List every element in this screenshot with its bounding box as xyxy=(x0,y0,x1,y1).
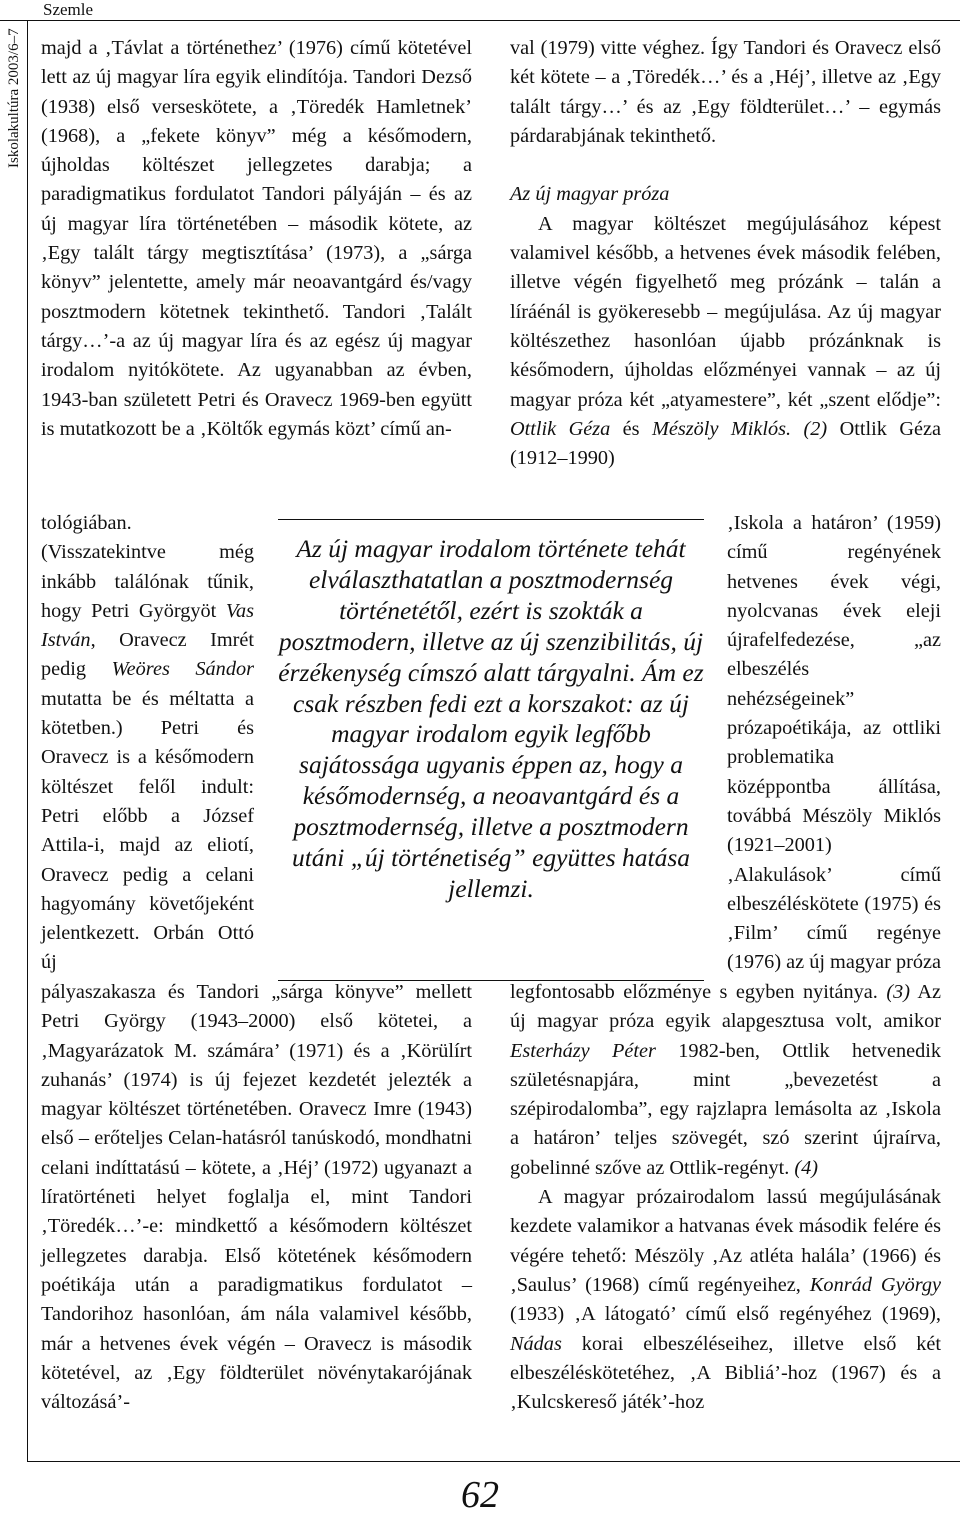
person-name: Nádas xyxy=(510,1332,562,1355)
right-column-top xyxy=(510,34,941,473)
person-name: Vas István xyxy=(41,599,254,652)
person-name: Weöres Sándor xyxy=(111,658,254,681)
text-run: Az új magyar próza egyik alapgesztusa volt, amikor xyxy=(510,981,941,1033)
left-paragraph-narrow xyxy=(41,509,254,978)
footnote-ref: (2) xyxy=(803,417,828,440)
pull-quote-rule-top xyxy=(278,519,704,520)
text-run: tológiában. (Visszatekintve még inkább találónak tűnik, hogy Petri Györgyöt xyxy=(41,512,254,622)
side-rule xyxy=(27,20,28,1462)
pull-quote: Az új magyar irodalom története tehát elválaszthatatlan a posztmodernség történetétől, ezért is szokták a posztmodern, illetve az új szenzibilitás, új érzékenység címszó alatt tárgyalni. Ám ez csak részben fedi ezt a korszakot: az új magyar irodalom egyik legfőbb sajátossága ugyanis éppen az, hogy a későmodernség, a neoavantgárd és a posztmodernség, illetve a posztmodern utáni „új történetiség” együttes hatása jellemzi. xyxy=(278,534,704,903)
text-run: Ottlik Géza (1912–1990) xyxy=(510,417,941,470)
section-label: Szemle xyxy=(43,0,94,19)
left-column-bottom xyxy=(41,978,472,1417)
text-run: korai elbeszéléseihez, illetve első két elbeszéléskötetéhez, ‚A Bibliá’-hoz (1967) és a ‚Kulcskereső játék’-hoz xyxy=(510,1332,941,1414)
text-run: , Oravecz Imrét pedig xyxy=(41,629,254,681)
person-name: Ottlik Géza xyxy=(510,417,611,440)
person-name: Mészöly Miklós. xyxy=(651,417,792,440)
pull-quote-rule-bottom xyxy=(278,980,704,981)
text-run: A magyar prózairodalom lassú megújulásának kezdete valamikor a hatvanas évek második felére és végére tehető: Mészöly ‚Az atléta halála’ (1966) és ‚Saulus’ (1968) című regényeihez, xyxy=(510,1186,941,1296)
footnote-ref: (4) xyxy=(794,1156,819,1179)
text-run: és xyxy=(610,417,652,440)
journal-label: Iskolakultúra 2003/6–7 xyxy=(6,28,22,168)
person-name: Konrád György xyxy=(809,1273,941,1296)
footnote-ref: (3) xyxy=(886,981,910,1003)
right-column-bottom xyxy=(510,978,941,1417)
text-run: legfontosabb előzménye s egyben nyitánya. xyxy=(510,981,887,1003)
right-paragraph-1 xyxy=(510,210,941,474)
left-paragraph-top: majd a ‚Távlat a történethez’ (1976) című kötetével lett az új magyar líra egyik elindítója. Tandori Dezső (1938) első verseskötete, a ‚Töredék Hamletnek’ (1968), a „fekete könyv” még a későmodern, újholdas költészet jellegzetes darabja; a paradigmatikus fordulatot Tandori pályáján – és az új magyar líra történetében – második kötete, az ‚Egy talált tárgy megtisztítása’ (1973), a „sárga könyv” jelentette, amely már neoavantgárd és/vagy posztmodern kötetnek tekinthető. Tandori ‚Talált tárgy…’-a az új magyar líra és az egész új magyar irodalom nyitókötete. Az ugyanabban az évben, 1943-ban született Petri és Oravecz 1969-ben együtt is mutatkozott be a ‚Költők egymás közt’ című an- xyxy=(41,37,472,440)
section-heading: Az új magyar próza xyxy=(510,183,670,206)
header-rule xyxy=(0,20,960,21)
text-run: (1933) ‚A látogató’ című első regényéhez (1969), xyxy=(510,1303,941,1326)
right-paragraph-2 xyxy=(510,1183,941,1417)
text-run: mutatta be és méltatta a kötetben.) Petri és Oravecz is a későmodern költészet felől indult: Petri előbb a József Attila-i, majd az eliotí, Oravecz pedig a celani hagyomány követőjeként jelentkezett. Orbán Ottó új xyxy=(41,687,254,974)
footer-rule xyxy=(27,1461,960,1462)
right-column-narrow xyxy=(727,509,941,978)
left-column-top xyxy=(41,34,472,444)
person-name: Esterházy Péter xyxy=(510,1039,656,1062)
text-run: 1982-ben, Ottlik hetvenedik születésnapjára, mint „bevezetést a szépirodalomba”, egy rajzlapra lemásolta az ‚Iskola a határon’ teljes szövegét, szó szerint újraírva, gobelinné szőve az Ottlik-regényt. xyxy=(510,1039,941,1179)
left-column-narrow xyxy=(41,509,254,978)
right-paragraph-narrow: ‚Iskola a határon’ (1959) című regényének hetvenes évek végi, nyolcvanas évek eleji újrafelfedezése, „az elbeszélés nehézségeinek” prózapoétikája, az ottliki problematika középpontba állítása, továbbá Mészöly Miklós (1921–2001) ‚Alakulások’ című elbeszéléskötete (1975) és ‚Film’ című regénye (1976) az új magyar próza xyxy=(727,512,941,974)
text-run: A magyar költészet megújulásához képest valamivel később, a hetvenes évek második felében, illetve végén figyelhető meg prózánk – talán a líráénál is gyökeresebb – megújulása. Az új magyar költészethez hasonlóan újabb prózánknak is későmodern, újholdas előzményei vannak – az új magyar próza két „atyamestere”, két „szent elődje”: xyxy=(510,212,941,411)
right-paragraph-bottom xyxy=(510,978,941,1183)
left-paragraph-bottom: pályaszakasza és Tandori „sárga könyve” mellett Petri György (1943–2000) első kötetei, a ‚Magyarázatok M. számára’ (1971) és a ‚Körülírt zuhanás’ (1974) is új fejezet kezdetét jelezték a magyar költészet történetében. Oravecz Imre (1943) első – erőteljes Celan-hatásról tanúskodó, mondhatni celani indíttatású – kötete, a ‚Héj’ (1972) ugyanazt a líratörténeti helyet foglalja el, mint Tandori ‚Töredék…’-e: mindkettő a későmodern költészet jellegzetes darabja. Első kötetének későmodern poétikája után a paradigmatikus fordulatot – Tandorihoz hasonlóan, ám nála valamivel később, már a hetvenes évek végén – Oravecz is második kötetével, az ‚Egy földterület növénytakarójának változásá’- xyxy=(41,981,472,1414)
right-paragraph-top: val (1979) vitte véghez. Így Tandori és Oravecz első két kötete – a ‚Töredék…’ és a ‚Héj’, illetve az ‚Egy talált tárgy…’ és az ‚Egy földterület…’ – egymás párdarabjának tekinthető. xyxy=(510,37,941,147)
page-number: 62 xyxy=(461,1474,499,1516)
